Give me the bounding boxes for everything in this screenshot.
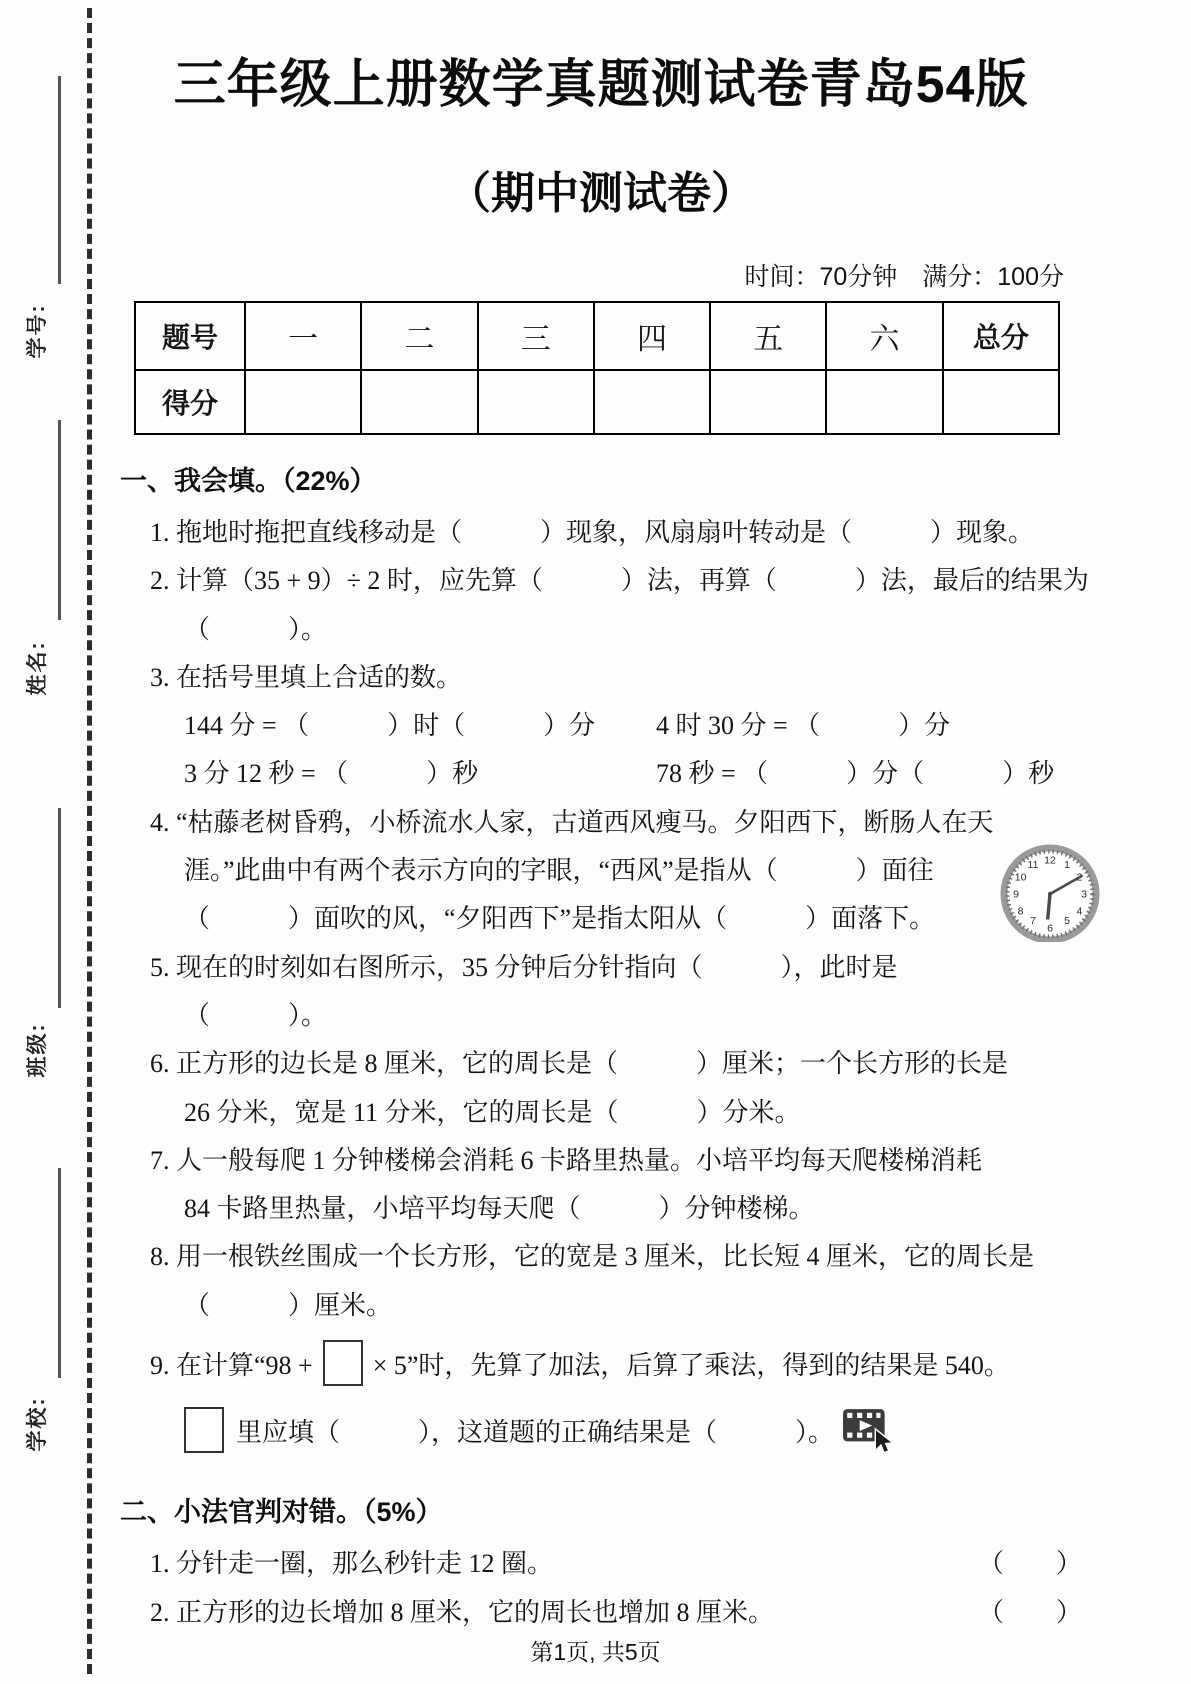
page-title: 三年级上册数学真题测试卷青岛54版 — [173, 56, 1029, 114]
question-line: 8. 用一根铁丝围成一个长方形，它的宽是 3 厘米，比长短 4 厘米，它的周长是 — [150, 1242, 1035, 1272]
score-label-cell: 得分 — [135, 370, 245, 434]
student-no-blank-line — [58, 76, 61, 284]
score-table-header-row — [135, 302, 1059, 370]
question-line: （ ）。 — [184, 614, 328, 644]
score-empty-cell — [361, 370, 477, 434]
judge-question-text: 1. 分针走一圈，那么秒针走 12 圈。 — [150, 1549, 554, 1579]
score-table-cell: 二 — [361, 302, 477, 370]
question-line: 2. 计算（35 + 9）÷ 2 时，应先算（ ）法，再算（ ）法，最后的结果为 — [150, 566, 1089, 596]
time-score-note: 时间：70分钟 满分：100分 — [744, 263, 1064, 291]
score-table-cell: 三 — [478, 302, 594, 370]
score-empty-cell — [245, 370, 361, 434]
judge-question-row — [120, 1599, 1082, 1626]
answer-bracket: （ ） — [977, 1549, 1082, 1579]
score-empty-cell — [943, 370, 1059, 434]
q9-fill-box — [184, 1407, 224, 1453]
q9-text-before-box: 9. 在计算“98 + — [150, 1351, 313, 1381]
clock-center-dot — [1048, 892, 1052, 896]
score-table-cell: 四 — [594, 302, 710, 370]
page-number-footer: 第1页, 共5页 — [530, 1639, 661, 1665]
name-blank-line — [58, 420, 61, 620]
judge-question-row — [120, 1550, 1082, 1577]
question-line — [120, 760, 1082, 787]
q3-row1-left: 144 分 = （ ）时（ ）分 — [184, 711, 596, 741]
answer-bracket: （ ） — [977, 1597, 1082, 1627]
school-label: 学校: — [26, 1396, 49, 1452]
clock-number: 7 — [1030, 914, 1036, 927]
score-table-score-row — [135, 370, 1059, 434]
question-line: （ ）厘米。 — [184, 1290, 393, 1320]
section2-heading: 二、小法官判对错。（5%） — [120, 1497, 443, 1528]
q3-row1-right: 4 时 30 分 = （ ）分 — [656, 711, 951, 741]
clock-number: 4 — [1076, 905, 1083, 918]
clock-number: 3 — [1081, 888, 1087, 901]
section1-heading: 一、我会填。（22%） — [120, 466, 377, 496]
student-no-label: 学号: — [26, 303, 49, 359]
q9-line2-text: 里应填（ ），这道题的正确结果是（ ）。 — [236, 1418, 835, 1448]
class-blank-line — [58, 808, 61, 1008]
question-line — [120, 1407, 1082, 1460]
clock-number: 5 — [1064, 914, 1070, 927]
question-line: 涯。”此曲中有两个表示方向的字眼，“西风”是指从（ ）面往 — [184, 856, 934, 886]
question-line: 84 卡路里热量，小培平均每天爬（ ）分钟楼梯。 — [184, 1194, 815, 1224]
clock-number: 6 — [1047, 922, 1053, 935]
score-table-cell: 六 — [826, 302, 942, 370]
question-line: 5. 现在的时刻如右图所示，35 分钟后分针指向（ ），此时是 — [150, 952, 898, 982]
score-table-cell: 五 — [710, 302, 826, 370]
school-blank-line — [58, 1168, 61, 1378]
question-line — [120, 712, 1082, 739]
question-line: （ ）面吹的风，“夕阳西下”是指太阳从（ ）面落下。 — [184, 904, 936, 934]
q9-text-after-box: × 5”时，先算了加法，后算了乘法，得到的结果是 540。 — [372, 1351, 1010, 1381]
judge-question-text: 2. 正方形的边长增加 8 厘米，它的周长也增加 8 厘米。 — [150, 1597, 775, 1627]
score-empty-cell — [594, 370, 710, 434]
question-line: 7. 人一般每爬 1 分钟楼梯会消耗 6 卡路里热量。小培平均每天爬楼梯消耗 — [150, 1145, 983, 1175]
page-subtitle: （期中测试卷） — [447, 169, 755, 218]
clock-number: 9 — [1013, 888, 1019, 901]
question-line: 6. 正方形的边长是 8 厘米，它的周长是（ ）厘米；一个长方形的长是 — [150, 1049, 1009, 1079]
q9-fill-box — [323, 1340, 363, 1386]
score-empty-cell — [478, 370, 594, 434]
question-line: 1. 拖地时拖把直线移动是（ ）现象，风扇扇叶转动是（ ）现象。 — [150, 518, 1035, 547]
margin-dashed-divider — [87, 8, 92, 1674]
class-label: 班级: — [26, 1022, 49, 1078]
main-content — [120, 0, 1089, 1627]
clock-number: 1 — [1064, 859, 1070, 872]
clock-figure — [999, 842, 1101, 947]
q3-row2-right: 78 秒 = （ ）分（ ）秒 — [656, 759, 1055, 789]
question-line: 4. “枯藤老树昏鸦，小桥流水人家，古道西风瘦马。夕阳西下，断肠人在天 — [150, 807, 994, 837]
clock-number: 11 — [1027, 859, 1039, 872]
clock-number: 8 — [1017, 905, 1024, 918]
question-line — [120, 1340, 1082, 1386]
question-line: 3. 在括号里填上合适的数。 — [150, 662, 463, 692]
score-empty-cell — [710, 370, 826, 434]
clock-number: 12 — [1044, 854, 1056, 867]
score-empty-cell — [826, 370, 942, 434]
q3-row2-left: 3 分 12 秒 = （ ）秒 — [184, 759, 479, 789]
score-table-cell: 一 — [245, 302, 361, 370]
score-table-cell: 题号 — [135, 302, 245, 370]
question-line: 26 分米，宽是 11 分米，它的周长是（ ）分米。 — [184, 1097, 801, 1127]
name-label: 姓名: — [26, 640, 49, 696]
score-table-cell: 总分 — [943, 302, 1059, 370]
clock-number: 10 — [1014, 871, 1027, 884]
question-line: （ ）。 — [184, 1000, 328, 1030]
video-play-icon — [842, 1407, 894, 1460]
clock-hour-hand — [1048, 894, 1050, 920]
score-table — [134, 301, 1060, 435]
